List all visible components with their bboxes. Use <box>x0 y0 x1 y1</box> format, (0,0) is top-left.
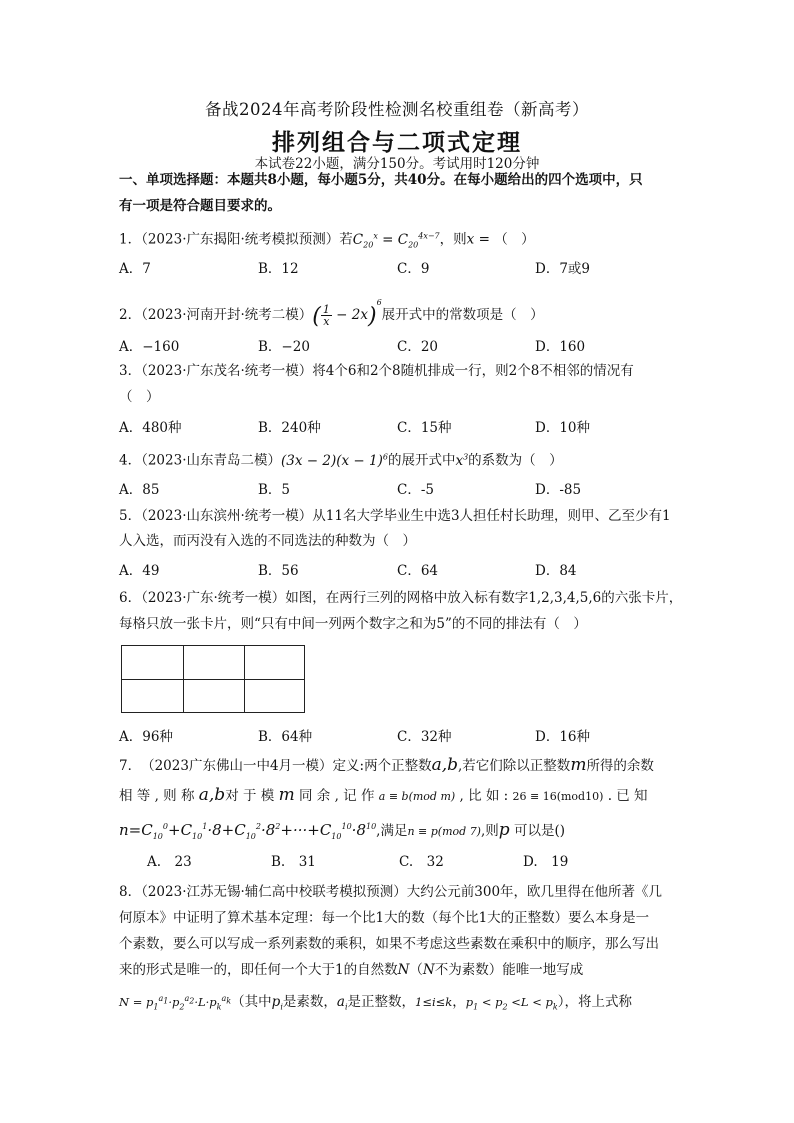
section-heading-line1: 一、单项选择题：本题共8小题，每小题5分，共40分。在每小题给出的四个选项中，只 <box>119 172 643 188</box>
q6-options <box>119 725 679 745</box>
q6-option-c[interactable]: C．32种 <box>397 729 452 745</box>
q4-options <box>119 478 679 498</box>
question-5-line1: 5．（2023·山东滨州·统考一模）从11名大学毕业生中选3人担任村长助理，则甲、乙至少有1 <box>119 508 671 524</box>
q2-option-b[interactable]: B．−20 <box>258 339 310 355</box>
question-6-line2: 每格只放一张卡片，则“只有中间一列两个数字之和为5”的不同的排法有（ ） <box>119 616 587 632</box>
q5-option-a[interactable]: A．49 <box>119 563 160 579</box>
q2-formula: ( $\frac{1}{x}$ − 2x)$^6$ <box>312 298 382 329</box>
question-6-line1: 6．（2023·广东·统考一模）如图，在两行三列的网格中放入标有数字1,2,3,4,5,6的六张卡片， <box>119 590 683 606</box>
question-4: 4．（2023·山东青岛二模）$(3x - 2)(x - 1)^6$的展开式中$x^3$的系数为（ ） <box>119 452 563 469</box>
q4-option-d[interactable]: D．-85 <box>535 482 582 498</box>
series-title: 备战2024年高考阶段性检测名校重组卷（新高考） <box>205 100 589 119</box>
q6-option-b[interactable]: B．64种 <box>258 729 313 745</box>
question-7-line1: 7． （2023广东佛山一中4月一模）定义:两个正整数a,b,若它们除以正整数m所得的余数 <box>119 755 654 775</box>
card-grid-figure <box>121 645 305 713</box>
q2-option-a[interactable]: A．−160 <box>119 339 180 355</box>
q7-option-a[interactable]: A. 23 <box>147 854 192 870</box>
q7-option-d[interactable]: D. 19 <box>523 854 569 870</box>
q5-option-d[interactable]: D．84 <box>535 563 577 579</box>
q3-options <box>119 416 679 436</box>
q1-formula: $C_{20}^x = C_{20}^{4x-7}$ <box>352 231 440 250</box>
q4-option-b[interactable]: B．5 <box>258 482 291 498</box>
q7-options <box>119 850 679 870</box>
question-8-line2: 何原本》中证明了算术基本定理：每一个比1大的数（每个比1大的正整数）要么本身是一 <box>119 910 650 926</box>
exam-info: 本试卷22小题，满分150分。考试用时120分钟 <box>254 156 540 172</box>
q1-option-c[interactable]: C．9 <box>397 261 430 277</box>
q7-option-b[interactable]: B. 31 <box>271 854 316 870</box>
question-2: 2．（2023·河南开封·统考二模）( $\frac{1}{x}$ − 2x)$^6$展开式中的常数项是（ ） <box>119 298 544 329</box>
question-8-line4: 来的形式是唯一的，即任何一个大于1的自然数N（N不为素数）能唯一地写成 <box>119 962 584 978</box>
grid-divider <box>122 679 304 680</box>
question-8-line1: 8．（2023·江苏无锡·辅仁高中校联考模拟预测）大约公元前300年，欧几里得在他所著《几 <box>119 884 663 900</box>
q3-option-a[interactable]: A．480种 <box>119 420 182 436</box>
question-3-line1: 3．（2023·广东茂名·统考一模）将4个6和2个8随机排成一行，则2个8不相邻的情况有 <box>119 363 634 379</box>
q4-formula: $(3x - 2)(x - 1)^6$ <box>281 452 388 469</box>
q3-option-b[interactable]: B．240种 <box>258 420 321 436</box>
q3-option-c[interactable]: C．15种 <box>397 420 452 436</box>
question-7-line2: 相 等 , 则 称 a,b对 于 模 m 同 余 , 记 作 a ≡ b(mod m) , 比 如 : 26 ≡ 16(mod10) . 已 知 <box>119 785 648 805</box>
question-1: 1．（2023·广东揭阳·统考模拟预测）若$C_{20}^x = C_{20}^{4x-7}$，则x = （ ） <box>119 231 535 250</box>
q4-option-c[interactable]: C．-5 <box>397 482 434 498</box>
question-3-line2: （ ） <box>119 389 160 405</box>
q5-option-b[interactable]: B．56 <box>258 563 299 579</box>
q7-formula: $n=C_{10}^0+C_{10}^1\cdot 8+C_{10}^2\cdot 8^2+\cdot\cdot\cdot+C_{10}^{10}\cdot 8^{10}$ <box>119 821 377 841</box>
q2-options <box>119 335 679 355</box>
q3-option-d[interactable]: D．10种 <box>535 420 591 436</box>
page-title: 排列组合与二项式定理 <box>272 129 522 156</box>
section-heading-line2: 有一项是符合题目要求的。 <box>119 198 281 214</box>
q1-option-b[interactable]: B．12 <box>258 261 299 277</box>
q8-formula: $N = p_1^{a_1}\cdot p_2^{a_2}\cdot L\cdot p_k^{a_k}$ <box>119 994 232 1012</box>
q2-option-c[interactable]: C．20 <box>397 339 439 355</box>
q6-option-d[interactable]: D．16种 <box>535 729 591 745</box>
question-5-line2: 人入选，而丙没有入选的不同选法的种数为（ ） <box>119 533 416 549</box>
q4-option-a[interactable]: A．85 <box>119 482 160 498</box>
q7-option-c[interactable]: C. 32 <box>399 854 444 870</box>
q5-option-c[interactable]: C．64 <box>397 563 439 579</box>
question-8-line5: $N = p_1^{a_1}\cdot p_2^{a_2}\cdot L\cdot p_k^{a_k}$（其中$p_i$是素数，$a_i$是正整数，1≤i≤k，$p_1 < p_2 <L < p_k$），将上式称 <box>119 993 632 1012</box>
question-7-line3: $n=C_{10}^0+C_{10}^1\cdot 8+C_{10}^2\cdot 8^2+\cdot\cdot\cdot+C_{10}^{10}\cdot 8^{10}$,满足n ≡ p(mod 7),则p 可以是() <box>119 820 566 841</box>
q1-options <box>119 257 679 277</box>
q5-options <box>119 559 679 579</box>
q1-option-d[interactable]: D．7或9 <box>535 261 591 277</box>
q1-option-a[interactable]: A．7 <box>119 261 151 277</box>
q2-option-d[interactable]: D．160 <box>535 339 586 355</box>
question-8-line3: 个素数，要么可以写成一系列素数的乘积，如果不考虑这些素数在乘积中的顺序，那么写出 <box>119 936 659 952</box>
q6-option-a[interactable]: A．96种 <box>119 729 173 745</box>
